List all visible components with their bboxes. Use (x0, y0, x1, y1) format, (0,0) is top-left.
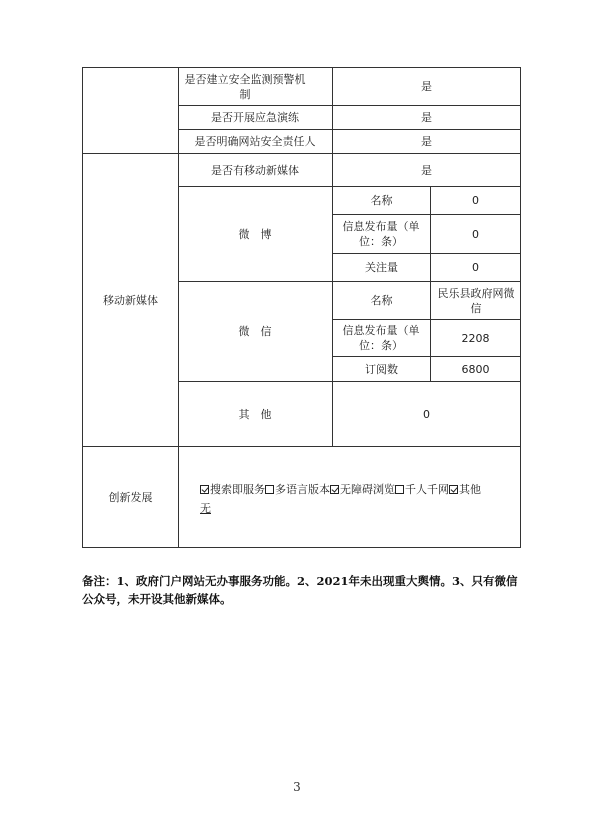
checked-checkbox-icon (330, 485, 339, 494)
emergency-drill-value: 是 (421, 111, 432, 124)
wechat-subscribers-value: 6800 (461, 362, 490, 376)
weibo-label: 微 博 (238, 227, 272, 241)
other-media-label: 其 他 (238, 407, 272, 421)
unchecked-checkbox-icon (265, 485, 274, 494)
weibo-followers-value: 0 (472, 261, 479, 274)
monitoring-warning-label: 是否建立安全监测预警机制 (184, 72, 306, 101)
security-officer-label: 是否明确网站安全责任人 (194, 135, 316, 148)
weibo-followers-label: 关注量 (365, 261, 398, 274)
mobile-media-section-label: 移动新媒体 (103, 293, 158, 307)
wechat-name-value: 民乐县政府网微信 (437, 286, 515, 315)
checked-checkbox-icon (200, 485, 209, 494)
remarks-note: 备注：1、政府门户网站无办事服务功能。2、2021年未出现重大舆情。3、只有微信公众号，未开设其他新媒体。 (82, 574, 518, 606)
wechat-label: 微 信 (238, 325, 272, 338)
has-mobile-media-value: 是 (421, 163, 432, 177)
option-search-as-service[interactable]: 搜索即服务 (200, 483, 265, 496)
innovation-other-text: 无 (200, 502, 211, 515)
weibo-posts-label: 信息发布量（单位：条） (342, 220, 420, 248)
option-personalized-web[interactable]: 千人千网 (395, 483, 449, 496)
wechat-subscribers-label: 订阅数 (365, 362, 398, 376)
other-media-value: 0 (423, 407, 430, 421)
option-multilingual[interactable]: 多语言版本 (265, 483, 330, 496)
wechat-name-label: 名称 (370, 294, 393, 307)
innovation-options (200, 480, 518, 518)
innovation-option-list (200, 480, 518, 499)
weibo-name-label: 名称 (370, 194, 393, 207)
weibo-posts-value: 0 (472, 227, 479, 241)
unchecked-checkbox-icon (395, 485, 404, 494)
page-number: 3 (293, 780, 301, 794)
weibo-name-value: 0 (472, 194, 479, 207)
security-officer-value: 是 (421, 135, 432, 148)
option-other[interactable]: 其他 (449, 483, 481, 496)
monitoring-warning-value: 是 (421, 80, 432, 93)
option-accessible-browsing[interactable]: 无障碍浏览 (330, 483, 395, 496)
wechat-posts-value: 2208 (461, 331, 490, 345)
emergency-drill-label: 是否开展应急演练 (211, 111, 299, 124)
wechat-posts-label: 信息发布量（单位：条） (342, 324, 420, 352)
checked-checkbox-icon (449, 485, 458, 494)
innovation-section-label: 创新发展 (108, 490, 153, 504)
has-mobile-media-label: 是否有移动新媒体 (211, 163, 299, 177)
